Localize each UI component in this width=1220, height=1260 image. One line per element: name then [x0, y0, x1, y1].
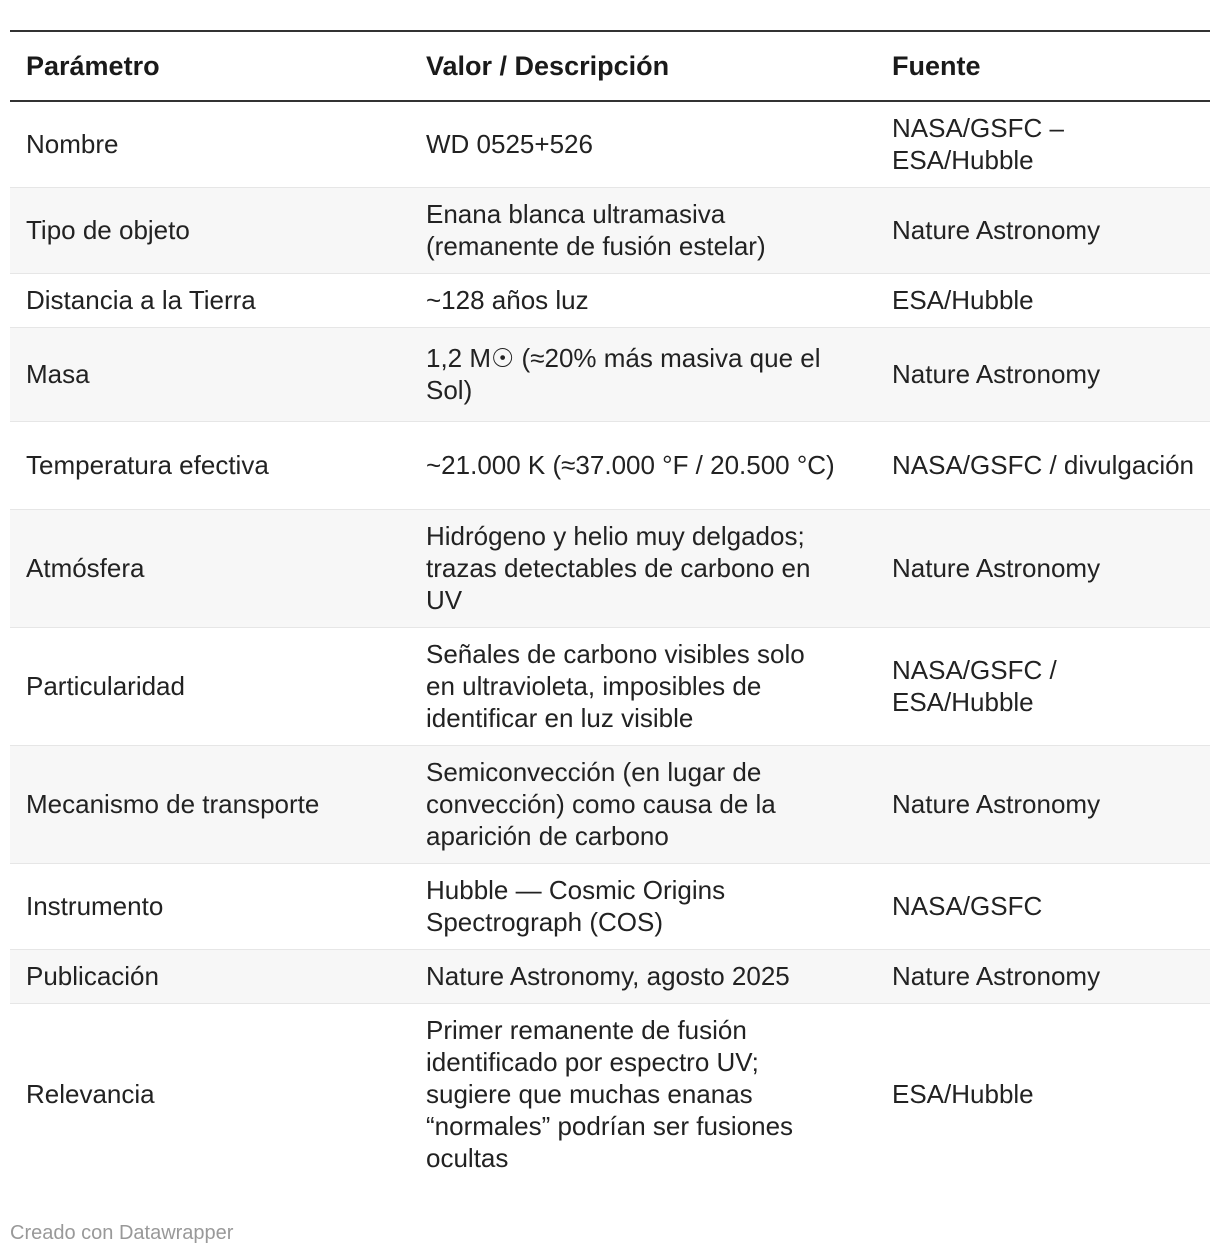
table-row — [10, 187, 1210, 273]
table-body — [10, 101, 1210, 1185]
table-row — [10, 101, 1210, 187]
table-row — [10, 509, 1210, 627]
cell-parametro: Instrumento — [10, 863, 410, 949]
cell-parametro: Tipo de objeto — [10, 187, 410, 273]
cell-valor: ~21.000 K (≈37.000 °F / 20.500 °C) — [410, 421, 876, 509]
table-row — [10, 863, 1210, 949]
header-valor-descripcion: Valor / Descripción — [410, 31, 876, 101]
cell-fuente: Nature Astronomy — [876, 745, 1210, 863]
data-table-container — [10, 30, 1210, 1185]
cell-fuente: Nature Astronomy — [876, 509, 1210, 627]
cell-parametro: Relevancia — [26, 1079, 155, 1110]
cell-fuente: NASA/GSFC / ESA/Hubble — [876, 627, 1210, 745]
cell-fuente: Nature Astronomy — [876, 327, 1210, 421]
cell-valor: Hidrógeno y helio muy delgados; trazas detectables de carbono en UV — [410, 509, 876, 627]
table-header — [10, 31, 1210, 101]
cell-fuente: Nature Astronomy — [876, 949, 1210, 1003]
table-row — [10, 745, 1210, 863]
table-row — [10, 627, 1210, 745]
cell-valor: Señales de carbono visibles solo en ultravioleta, imposibles de identificar en luz visible — [410, 627, 876, 745]
header-row — [10, 31, 1210, 101]
cell-fuente: ESA/Hubble — [876, 273, 1210, 327]
cell-valor: Enana blanca ultramasiva (remanente de fusión estelar) — [410, 187, 876, 273]
cell-fuente: NASA/GSFC — [876, 863, 1210, 949]
table-row — [10, 421, 1210, 509]
cell-valor: 1,2 M☉ (≈20% más masiva que el Sol) — [410, 327, 876, 421]
cell-valor: Semiconvección (en lugar de convección) como causa de la aparición de carbono — [410, 745, 876, 863]
cell-parametro: Masa — [10, 327, 410, 421]
cell-valor: Hubble — Cosmic Origins Spectrograph (COS) — [410, 863, 876, 949]
header-fuente: Fuente — [876, 31, 1210, 101]
data-table — [10, 30, 1210, 1185]
cell-fuente: NASA/GSFC – ESA/Hubble — [876, 101, 1210, 187]
cell-fuente: Nature Astronomy — [876, 187, 1210, 273]
table-row — [10, 273, 1210, 327]
cell-valor: Primer remanente de fusión identificado por espectro UV; sugiere que muchas enanas “normales” podrían ser fusiones ocultas — [426, 1015, 794, 1174]
cell-valor: Nature Astronomy, agosto 2025 — [410, 949, 876, 1003]
cell-parametro: Particularidad — [10, 627, 410, 745]
cell-parametro: Mecanismo de transporte — [10, 745, 410, 863]
cell-parametro: Atmósfera — [10, 509, 410, 627]
cell-fuente: ESA/Hubble — [892, 1079, 1034, 1110]
table-row — [10, 327, 1210, 421]
cell-parametro: Publicación — [10, 949, 410, 1003]
datawrapper-credit: Creado con Datawrapper — [10, 1222, 234, 1244]
table-row — [10, 949, 1210, 1003]
cell-fuente: NASA/GSFC / divulgación — [876, 421, 1210, 509]
cell-parametro: Temperatura efectiva — [10, 421, 410, 509]
cell-parametro: Nombre — [10, 101, 410, 187]
table-row — [10, 1003, 1210, 1185]
cell-valor: WD 0525+526 — [410, 101, 876, 187]
cell-parametro: Distancia a la Tierra — [10, 273, 410, 327]
cell-valor: ~128 años luz — [410, 273, 876, 327]
header-parametro: Parámetro — [10, 31, 410, 101]
